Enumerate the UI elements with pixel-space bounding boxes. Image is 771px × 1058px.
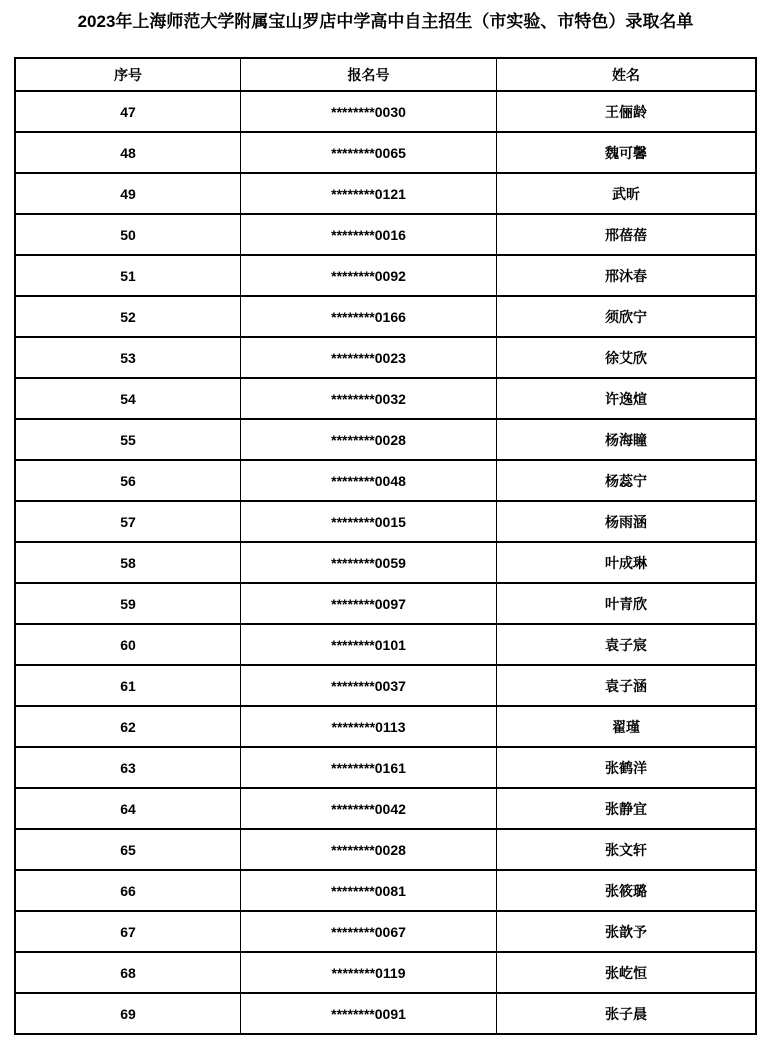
cell-index: 64 [15, 788, 241, 829]
cell-index: 56 [15, 460, 241, 501]
cell-regno: ********0119 [241, 952, 497, 993]
cell-name: 袁子涵 [497, 665, 756, 706]
cell-index: 51 [15, 255, 241, 296]
cell-regno: ********0166 [241, 296, 497, 337]
cell-index: 50 [15, 214, 241, 255]
cell-name: 魏可馨 [497, 132, 756, 173]
cell-name: 袁子宸 [497, 624, 756, 665]
table-row [15, 91, 756, 132]
cell-name: 武昕 [497, 173, 756, 214]
cell-index: 58 [15, 542, 241, 583]
cell-index: 63 [15, 747, 241, 788]
table-row [15, 173, 756, 214]
cell-name: 张子晨 [497, 993, 756, 1034]
cell-regno: ********0032 [241, 378, 497, 419]
cell-name: 张静宜 [497, 788, 756, 829]
cell-regno: ********0161 [241, 747, 497, 788]
table-body [15, 91, 756, 1034]
cell-regno: ********0030 [241, 91, 497, 132]
cell-regno: ********0101 [241, 624, 497, 665]
cell-index: 62 [15, 706, 241, 747]
cell-index: 52 [15, 296, 241, 337]
cell-name: 王俪龄 [497, 91, 756, 132]
cell-index: 60 [15, 624, 241, 665]
table-row [15, 993, 756, 1034]
cell-index: 48 [15, 132, 241, 173]
page-title: 2023年上海师范大学附属宝山罗店中学高中自主招生（市实验、市特色）录取名单 [77, 12, 694, 31]
cell-regno: ********0016 [241, 214, 497, 255]
table-row [15, 624, 756, 665]
cell-index: 55 [15, 419, 241, 460]
table-header [15, 58, 756, 91]
table-row [15, 132, 756, 173]
table-row [15, 419, 756, 460]
header-row [15, 58, 756, 91]
cell-index: 66 [15, 870, 241, 911]
cell-regno: ********0015 [241, 501, 497, 542]
table-row [15, 255, 756, 296]
cell-name: 杨雨涵 [497, 501, 756, 542]
cell-name: 许逸煊 [497, 378, 756, 419]
cell-regno: ********0028 [241, 829, 497, 870]
cell-name: 张鹤洋 [497, 747, 756, 788]
cell-index: 69 [15, 993, 241, 1034]
cell-name: 邢蓓蓓 [497, 214, 756, 255]
cell-regno: ********0023 [241, 337, 497, 378]
cell-index: 57 [15, 501, 241, 542]
table-row [15, 378, 756, 419]
table-row [15, 542, 756, 583]
cell-index: 53 [15, 337, 241, 378]
table-row [15, 952, 756, 993]
cell-index: 59 [15, 583, 241, 624]
table-row [15, 870, 756, 911]
cell-regno: ********0092 [241, 255, 497, 296]
cell-index: 67 [15, 911, 241, 952]
cell-regno: ********0081 [241, 870, 497, 911]
cell-name: 翟瑾 [497, 706, 756, 747]
cell-regno: ********0097 [241, 583, 497, 624]
cell-regno: ********0048 [241, 460, 497, 501]
cell-name: 叶成琳 [497, 542, 756, 583]
table-row [15, 337, 756, 378]
table-row [15, 829, 756, 870]
table-row [15, 214, 756, 255]
table-row [15, 460, 756, 501]
table-row [15, 583, 756, 624]
cell-regno: ********0059 [241, 542, 497, 583]
cell-index: 47 [15, 91, 241, 132]
cell-index: 54 [15, 378, 241, 419]
cell-name: 杨海瞳 [497, 419, 756, 460]
cell-name: 叶青欣 [497, 583, 756, 624]
cell-regno: ********0028 [241, 419, 497, 460]
cell-index: 49 [15, 173, 241, 214]
cell-regno: ********0113 [241, 706, 497, 747]
header-regno: 报名号 [241, 58, 497, 91]
cell-name: 杨蕊宁 [497, 460, 756, 501]
header-name: 姓名 [497, 58, 756, 91]
cell-index: 68 [15, 952, 241, 993]
cell-regno: ********0037 [241, 665, 497, 706]
cell-name: 张屹恒 [497, 952, 756, 993]
cell-index: 65 [15, 829, 241, 870]
cell-name: 邢沐春 [497, 255, 756, 296]
cell-name: 张歆予 [497, 911, 756, 952]
cell-name: 徐艾欣 [497, 337, 756, 378]
header-index: 序号 [15, 58, 241, 91]
table-row [15, 296, 756, 337]
cell-regno: ********0091 [241, 993, 497, 1034]
table-row [15, 911, 756, 952]
admission-table [14, 57, 757, 1035]
table-row [15, 788, 756, 829]
table-row [15, 706, 756, 747]
cell-name: 张筱璐 [497, 870, 756, 911]
cell-regno: ********0065 [241, 132, 497, 173]
cell-regno: ********0121 [241, 173, 497, 214]
table-row [15, 665, 756, 706]
cell-name: 须欣宁 [497, 296, 756, 337]
table-row [15, 747, 756, 788]
cell-regno: ********0042 [241, 788, 497, 829]
table-row [15, 501, 756, 542]
cell-name: 张文轩 [497, 829, 756, 870]
cell-index: 61 [15, 665, 241, 706]
cell-regno: ********0067 [241, 911, 497, 952]
